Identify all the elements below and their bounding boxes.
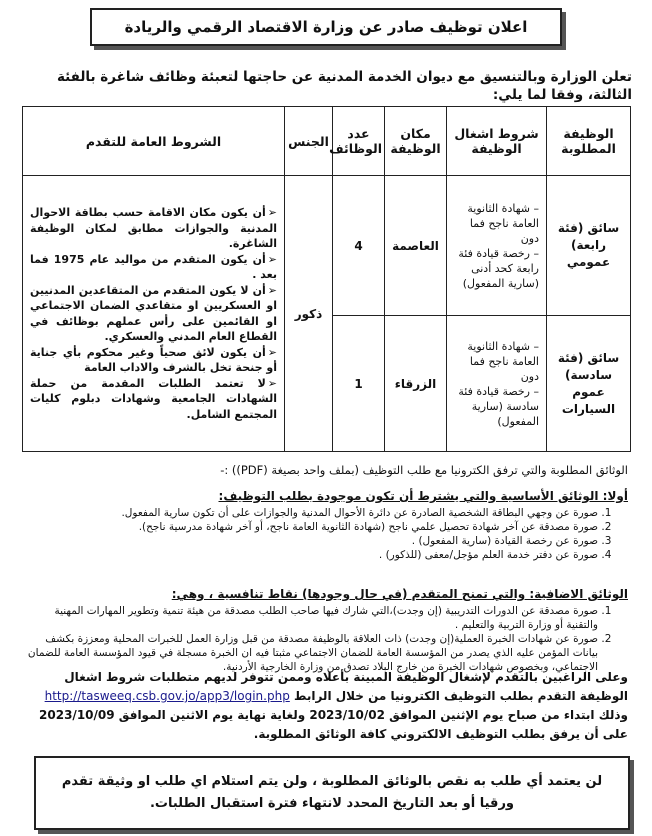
basic-docs-section (22, 488, 628, 562)
condition-item: ➢ أن لا يكون المتقدم من المتقاعدين المدنيين او العسكريين او متقاعدي الضمان الاجتماعي او القائمين على رأس عملهم بوظائف في القطاع العام المدني والعسكري. (30, 283, 277, 345)
job-requirements (447, 316, 547, 452)
list-item: 2. صورة عن شهادات الخبرة العملية(إن وجدت) ذات العلاقة بالوظيفة مصدقة من قبل وزارة العمل للخبرات المحلية ومعززة بكشف بيانات المؤمن عليه الذي يصدر من المؤسسة العامة للضمان الاجتماعي مثبتا فيه ان الخبرة مسجلة في قيود المؤسسة العامة للضمان الاجتماعي، وبخصوص شهادات الخبرة من خارج البلاد تصدق من وزارة الخارجية الأردنية. (22, 632, 598, 674)
basic-docs-heading: أولا: الوثائق الأساسية والتي يشترط أن تكون موجودة بطلب التوظيف: (218, 489, 628, 503)
table-row (23, 176, 631, 316)
table-header-row (23, 107, 631, 176)
apply-text-before: وعلى الراغبين بالتقدم لإشغال الوظيفة المبينة بأعلاه وممن تتوفر لديهم متطلبات شروط اشغال الوظيفة التقدم بطلب التوظيف الكترونيا من خلال الرابط (64, 670, 628, 703)
list-item: 1. صورة مصدقة عن الدورات التدريبية (إن وجدت)،التي شارك فيها صاحب الطلب مصدقة من هيئة تنمية وتطوير المهارات المهنية والتقنية أو وزارة التربية والتعليم . (22, 604, 598, 632)
job-location: العاصمة (385, 176, 447, 316)
header-job: الوظيفة المطلوبة (547, 107, 631, 176)
job-count: 1 (333, 316, 385, 452)
general-conditions (23, 176, 285, 452)
list-item: 4. صورة عن دفتر خدمة العلم مؤجل/معفى (للذكور) . (22, 548, 598, 562)
list-item: 2. صورة مصدقة عن آخر شهادة تحصيل علمي ناجح (شهادة الثانوية العامة ناجح، أو آخر شهادة مدرسية ناجح). (22, 520, 598, 534)
announcement-title-box (90, 8, 562, 46)
footer-notice-box (34, 756, 630, 830)
header-location: مكان الوظيفة (385, 107, 447, 176)
requirement-item: – رخصة قيادة فئة رابعة كحد أدنى (سارية المفعول) (454, 246, 539, 291)
condition-item: ➢ أن يكون المتقدم من مواليد عام 1975 فما بعد . (30, 252, 277, 283)
application-paragraph (22, 668, 628, 744)
requirement-item: – رخصة قيادة فئة سادسة (سارية المفعول) (454, 384, 539, 429)
condition-item: ➢ لا تعتمد الطلبات المقدمة من حملة الشهادات الجامعية وشهادات دبلوم كليات المجتمع الشامل. (30, 376, 277, 423)
job-location: الزرقاء (385, 316, 447, 452)
job-count: 4 (333, 176, 385, 316)
docs-heading: الوثائق المطلوبة والتي ترفق الكترونيا مع طلب التوظيف (بملف واحد بصيغة (PDF)) :- (220, 463, 628, 477)
extra-docs-list (22, 604, 628, 674)
condition-item: ➢ أن يكون مكان الاقامة حسب بطاقة الاحوال المدنية والجوازات مطابق لمكان الوظيفة الشاغرة. (30, 205, 277, 252)
footer-notice: لن يعتمد أي طلب به نقص بالوثائق المطلوبة ، ولن يتم استلام اي طلب او وثيقة تقدم ورقيا أو بعد التاريخ المحدد لانتهاء فترة استقبال الطلبات. (61, 774, 603, 811)
basic-docs-list (22, 506, 628, 562)
job-requirements (447, 176, 547, 316)
header-conditions: الشروط العامة للتقدم (23, 107, 285, 176)
requirement-item: – شهادة الثانوية العامة ناجح فما دون (454, 201, 539, 246)
header-gender: الجنس (285, 107, 333, 176)
condition-item: ➢ أن يكون لائق صحياً وغير محكوم بأي جناية أو جنحة تخل بالشرف والاداب العامة (30, 345, 277, 376)
extra-docs-section (22, 586, 628, 674)
announcement-title: اعلان توظيف صادر عن وزارة الاقتصاد الرقمي والريادة (124, 18, 528, 36)
header-requirements: شروط اشغال الوظيفة (447, 107, 547, 176)
requirement-item: – شهادة الثانوية العامة ناجح فما دون (454, 339, 539, 384)
job-title: سائق (فئة رابعة) عمومي (547, 176, 631, 316)
job-gender: ذكور (285, 176, 333, 452)
job-title: سائق (فئة سادسة) عموم السيارات (547, 316, 631, 452)
extra-docs-heading: الوثائق الاضافية: والتي تمنح المتقدم (في حال وجودها) نقاط تنافسية ، وهي: (171, 587, 628, 601)
list-item: 3. صورة عن رخصة القيادة (سارية المفعول) . (22, 534, 598, 548)
jobs-table (22, 106, 631, 452)
intro-text: تعلن الوزارة وبالتنسيق مع ديوان الخدمة المدنية عن حاجتها لتعبئة وظائف شاغرة بالفئة الثالثة، وفقا لما يلي: (56, 69, 632, 103)
application-link[interactable]: http://tasweeq.csb.gov.jo/app3/login.php (44, 689, 290, 703)
header-count: عدد الوظائف (333, 107, 385, 176)
apply-text-after: وذلك ابتداء من صباح يوم الإثنين الموافق 2023/10/02 ولغاية نهاية يوم الاثنين الموافق 2023/10/09 على أن يرفق بطلب التوظيف الالكتروني كافة الوثائق المطلوبة. (39, 708, 628, 741)
list-item: 1. صورة عن وجهي البطاقة الشخصية الصادرة عن دائرة الأحوال المدنية والجوازات على أن تكون سارية المفعول. (22, 506, 598, 520)
